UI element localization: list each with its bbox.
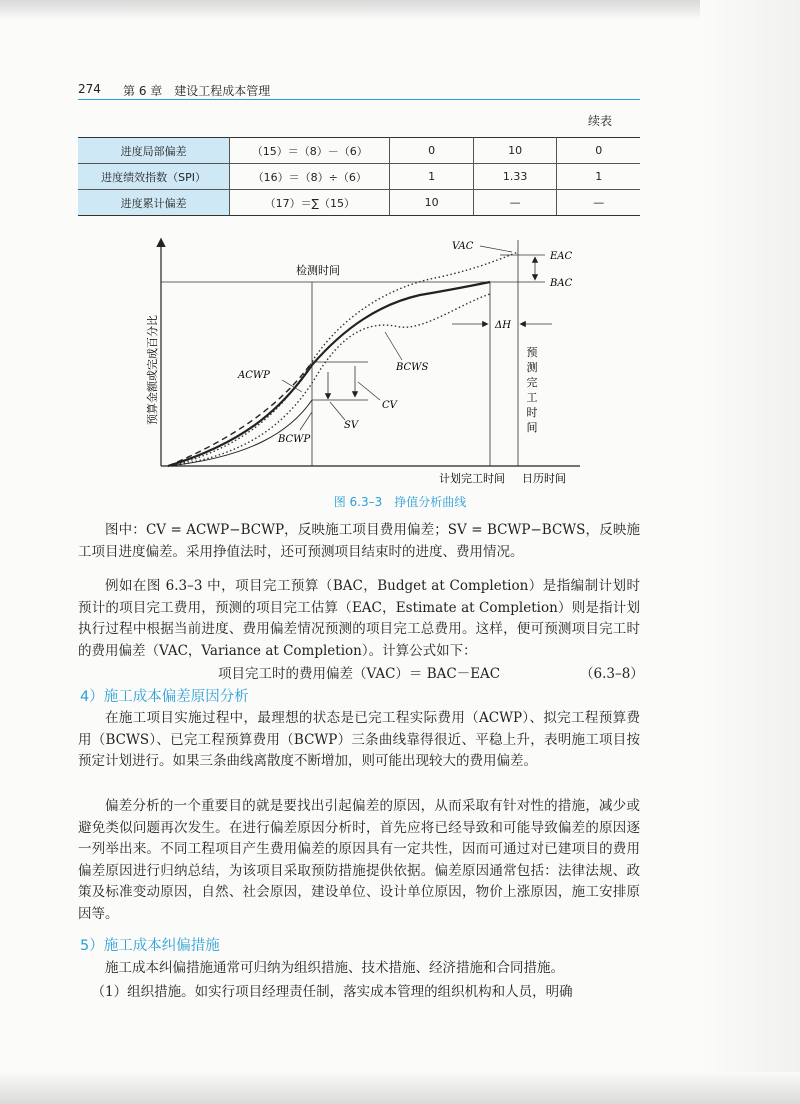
sv-label: SV — [344, 420, 359, 431]
chapter-title: 第 6 章 建设工程成本管理 — [123, 84, 271, 98]
formula-vac: 项目完工时的费用偏差（VAC）＝ BAC－EAC — [218, 666, 501, 682]
row-formula: （16）＝（8）÷（6） — [230, 164, 390, 190]
section-heading-5: 5）施工成本纠偏措施 — [80, 938, 220, 954]
forecast-label-char: 预 — [526, 346, 538, 359]
row-formula: （15）＝（8）－（6） — [230, 138, 390, 164]
page-number: 274 — [78, 82, 101, 96]
bcws-label: BCWS — [396, 362, 429, 373]
row-value: 1 — [390, 164, 474, 190]
row-label: 进度局部偏差 — [78, 138, 230, 164]
table-row — [78, 138, 640, 164]
running-header — [78, 80, 640, 100]
envelope-lower — [172, 294, 490, 466]
y-axis-label: 预算金额或完成百分比 — [146, 315, 159, 425]
earned-value-chart — [140, 232, 590, 487]
forecast-label-char: 间 — [526, 421, 538, 434]
row-value: 1.33 — [473, 164, 557, 190]
scan-shadow-top — [0, 0, 800, 20]
row-value: 1 — [557, 164, 640, 190]
bcwp-leader — [300, 412, 312, 430]
paragraph-ideal-state: 在施工项目实施过程中，最理想的状态是已完工程实际费用（ACWP）、拟完工程预算费用（BCWS）、已完工程预算费用（BCWP）三条曲线靠得很近、平稳上升，表明施工项目按预定计划进行。如果三条曲线离散度不断增加，则可能出现较大的费用偏差。 — [78, 710, 640, 769]
x-label-planned: 计划完工时间 — [439, 472, 505, 485]
paragraph-deviation-analysis: 偏差分析的一个重要目的就是要找出引起偏差的原因，从而采取有针对性的措施，减少或避免类似问题再次发生。在进行偏差原因分析时，首先应将已经导致和可能导致偏差的原因逐一列举出来。不同工程项目产生费用偏差的原因具有一定共性，因而可通过对已建项目的费用偏差原因进行归纳总结，为该项目采取预防措施提供依据。偏差原因通常包括：法律法规、政策及标准变动原因，自然、社会原因，建设单位、设计单位原因，物价上涨原因，施工安排原因等。 — [78, 798, 640, 922]
header-rule — [78, 99, 640, 100]
scan-shadow-bottom — [0, 1072, 800, 1104]
paragraph-cv-sv: 图中：CV = ACWP−BCWP，反映施工项目费用偏差；SV = BCWP−BCWS，反映施工项目进度偏差。采用挣值法时，还可预测项目结束时的进度、费用情况。 — [78, 522, 640, 560]
table-row — [78, 190, 640, 216]
spi-table — [78, 137, 640, 216]
table-row — [78, 164, 640, 190]
row-value: — — [557, 190, 640, 216]
sv-leader — [330, 402, 345, 420]
bcws-leader — [385, 332, 402, 360]
acwp-label: ACWP — [238, 370, 270, 381]
scan-shadow-right — [700, 0, 800, 1104]
row-label: 进度累计偏差 — [78, 190, 230, 216]
forecast-label-char: 测 — [526, 361, 538, 374]
paragraph-bac-eac: 例如在图 6.3–3 中，项目完工预算（BAC，Budget at Completion）是指编制计划时预计的项目完工费用，预测的项目完工估算（EAC，Estimate at Completion）则是指计划执行过程中根据当前进度、费用偏差情况预测的项目完工总费用。这样，便可预测项目完工时的费用偏差（VAC，Variance at Completion）。计算公式如下： — [78, 578, 640, 659]
row-value: 10 — [390, 190, 474, 216]
row-value: 10 — [473, 138, 557, 164]
vac-label: VAC — [452, 241, 474, 252]
vac-leader — [480, 246, 512, 252]
bcws-curve — [168, 282, 490, 466]
cv-label: CV — [382, 400, 397, 411]
table-continued-label: 续表 — [588, 114, 613, 128]
dh-label: ΔH — [495, 320, 511, 331]
forecast-label-char: 时 — [526, 406, 538, 419]
row-formula: （17）＝∑（15） — [230, 190, 390, 216]
row-value: — — [473, 190, 557, 216]
row-label: 进度绩效指数（SPI） — [78, 164, 230, 190]
row-value: 0 — [390, 138, 474, 164]
eac-label: EAC — [550, 251, 573, 262]
paragraph-organization-measures: （1）组织措施。如实行项目经理责任制，落实成本管理的组织机构和人员，明确 — [91, 984, 573, 1000]
forecast-label-char: 工 — [526, 391, 538, 404]
paragraph-correction-measures: 施工成本纠偏措施通常可归纳为组织措施、技术措施、经济措施和合同措施。 — [105, 960, 564, 976]
cv-leader — [358, 382, 380, 400]
figure-caption: 图 6.3–3 挣值分析曲线 — [333, 495, 467, 509]
check-time-label: 检测时间 — [296, 264, 340, 277]
row-value: 0 — [557, 138, 640, 164]
envelope-upper — [172, 252, 518, 466]
section-heading-4: 4）施工成本偏差原因分析 — [80, 689, 249, 705]
forecast-label-char: 完 — [526, 376, 538, 389]
x-label-calendar: 日历时间 — [522, 472, 566, 485]
equation-number: （6.3–8） — [580, 666, 644, 682]
bac-label: BAC — [550, 278, 573, 289]
bcwp-label: BCWP — [278, 434, 311, 445]
